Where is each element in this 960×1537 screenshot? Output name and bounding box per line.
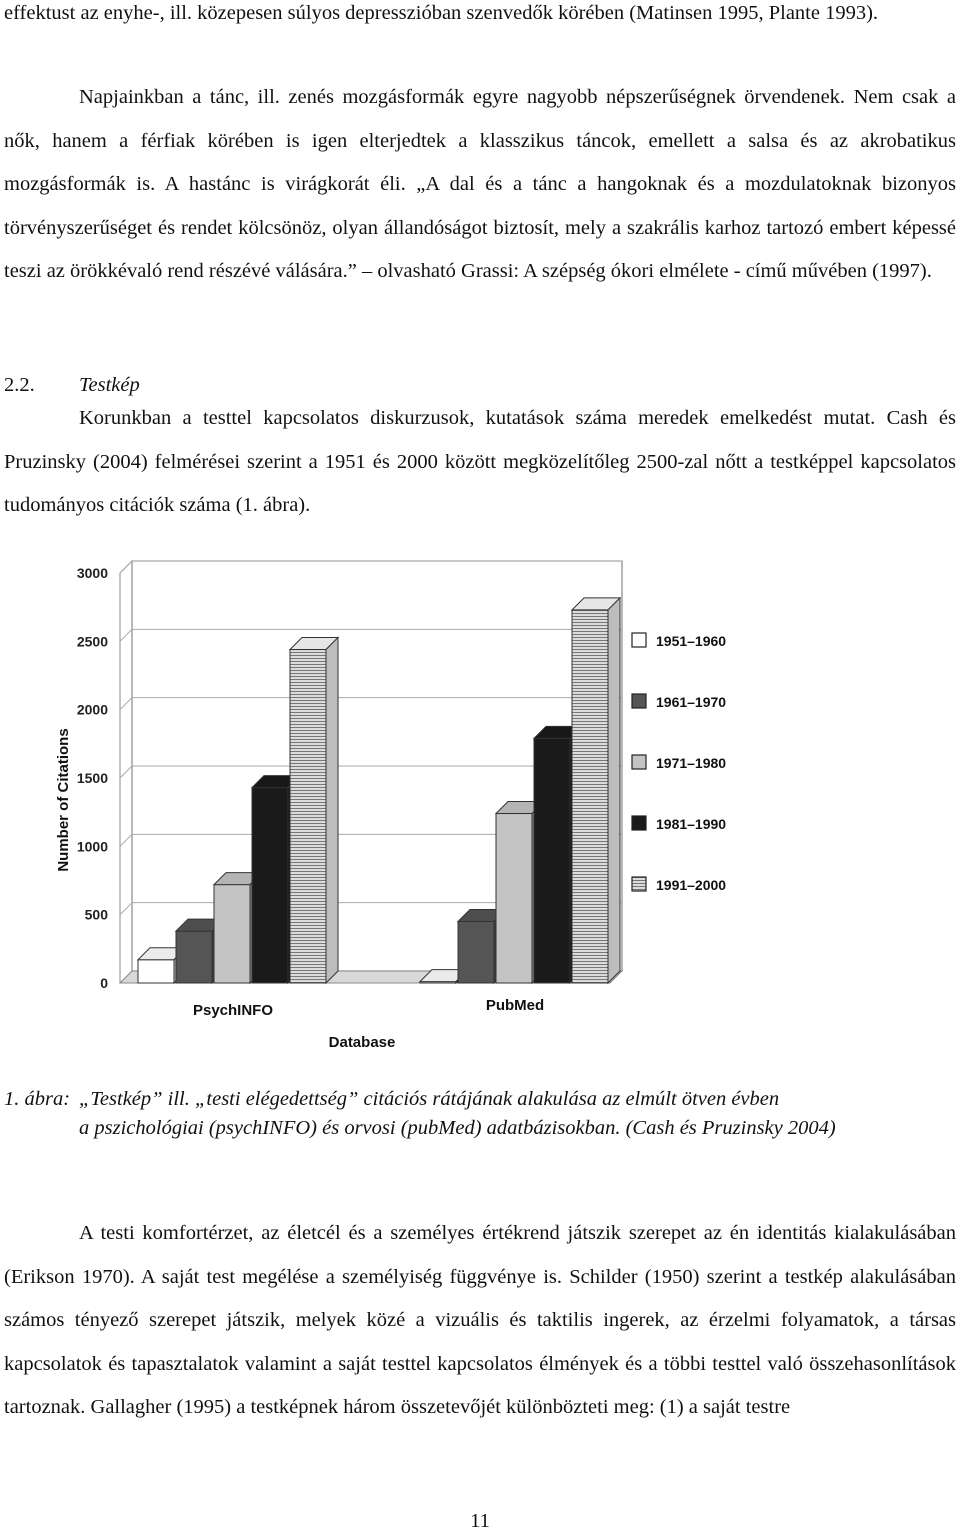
legend-label: 1981–1990 — [656, 816, 727, 832]
legend-label: 1991–2000 — [656, 877, 727, 893]
y-axis-label: Number of Citations — [55, 728, 72, 872]
figure-caption — [4, 1085, 956, 1143]
y-tick-label: 1500 — [76, 770, 108, 786]
chart-legend — [632, 633, 726, 893]
gridline-diagonal — [120, 766, 132, 778]
legend-swatch — [632, 694, 646, 708]
paragraph-dance: Napjainkban a tánc, ill. zenés mozgásformák egyre nagyobb népszerűségnek örvendenek. Nem csak a nők, hanem a férfiak körében is igen elterjedtek a klasszikus táncok, emellett a salsa és az akrobatikus mozgásformák is. A hastánc is virágkorát éli. „A dal és a tánc a hangoknak és a mozdulatoknak bizonyos törvényszerűséget és rendet kölcsönöz, olyan állandóságot biztosít, mely a szakrális karhoz tartozó embert képessé teszi az örökkévaló rend részévé válására.” – olvasható Grassi: A szépség ókori elmélete - című művében (1997). — [4, 86, 956, 282]
legend-swatch — [632, 633, 646, 647]
legend-swatch — [632, 755, 646, 769]
citations-bar-chart — [40, 555, 780, 1060]
caption-number: 1. ábra: — [4, 1088, 71, 1110]
gridline-diagonal — [120, 834, 132, 846]
y-tick-label: 0 — [100, 975, 108, 991]
bar-pubmed-4 — [572, 598, 620, 983]
y-tick-label: 2000 — [76, 701, 108, 718]
bar-front — [458, 922, 494, 984]
bar-front — [176, 931, 212, 983]
y-tick-label: 1000 — [76, 838, 108, 855]
legend-label: 1971–1980 — [656, 755, 727, 771]
caption-line-2: a pszichológiai (psychINFO) és orvosi (pubMed) adatbázisokban. (Cash és Pruzinsky 2004) — [79, 1117, 836, 1139]
gridline-diagonal — [120, 629, 132, 641]
bar-front — [252, 788, 288, 983]
bar-side — [608, 598, 620, 983]
page-number: 11 — [470, 1510, 490, 1532]
bar-front — [534, 738, 570, 983]
legend-label: 1961–1970 — [656, 694, 727, 710]
chart-svg — [40, 555, 780, 1060]
legend-label: 1951–1960 — [656, 633, 727, 649]
x-tick-label: PubMed — [485, 997, 545, 1014]
legend-swatch — [632, 816, 646, 830]
paragraph-body-image-factors: A testi komfortérzet, az életcél és a személyes értékrend játszik szerepet az én identitás kialakulásában (Erikson 1970). A saját test megélése a személyiség függvénye is. Schilder (1950) szerint a testkép alakulásában számos tényező szerepet játszik, melyek közé a vizuális és taktilis ingerek, az érzelmi folyamatok, a társas kapcsolatok és tapasztalatok valamint a saját testtel kapcsolatos élmények és a többi testtel való összehasonlítások tartoznak. Gallagher (1995) a testképnek három összetevőjét különbözteti meg: (1) a saját testre — [4, 1222, 956, 1418]
x-axis-label: Database — [328, 1034, 396, 1051]
bar-front — [496, 814, 532, 983]
y-tick-label: 500 — [84, 906, 108, 923]
gridline-diagonal — [120, 561, 132, 573]
section-title: Testkép — [79, 374, 140, 396]
section-number: 2.2. — [4, 374, 35, 396]
legend-swatch — [632, 877, 646, 891]
y-tick-label: 3000 — [76, 565, 108, 581]
y-tick-label: 2500 — [76, 633, 108, 650]
bar-front — [290, 650, 326, 983]
caption-line-1: „Testkép” ill. „testi elégedettség” citációs rátájának alakulása az elmúlt ötven évben — [79, 1088, 780, 1110]
top-paragraph: effektust az enyhe-, ill. közepesen súlyos depresszióban szenvedők körében (Matinsen 1995, Plante 1993). — [4, 2, 879, 24]
bar-front — [214, 885, 250, 983]
gridline-diagonal — [120, 903, 132, 915]
gridline-diagonal — [120, 698, 132, 710]
bar-front — [138, 960, 174, 983]
x-tick-label: PsychINFO — [192, 1002, 274, 1019]
paragraph-body-image-intro: Korunkban a testtel kapcsolatos diskurzusok, kutatások száma meredek emelkedést mutat. Cash és Pruzinsky (2004) felmérései szerint a 1951 és 2000 között megközelítőleg 2500-zal nőtt a testképpel kapcsolatos tudományos citációk száma (1. ábra). — [4, 407, 956, 516]
bar-psychinfo-4 — [290, 638, 338, 983]
bar-front — [572, 610, 608, 983]
bar-side — [326, 638, 338, 983]
